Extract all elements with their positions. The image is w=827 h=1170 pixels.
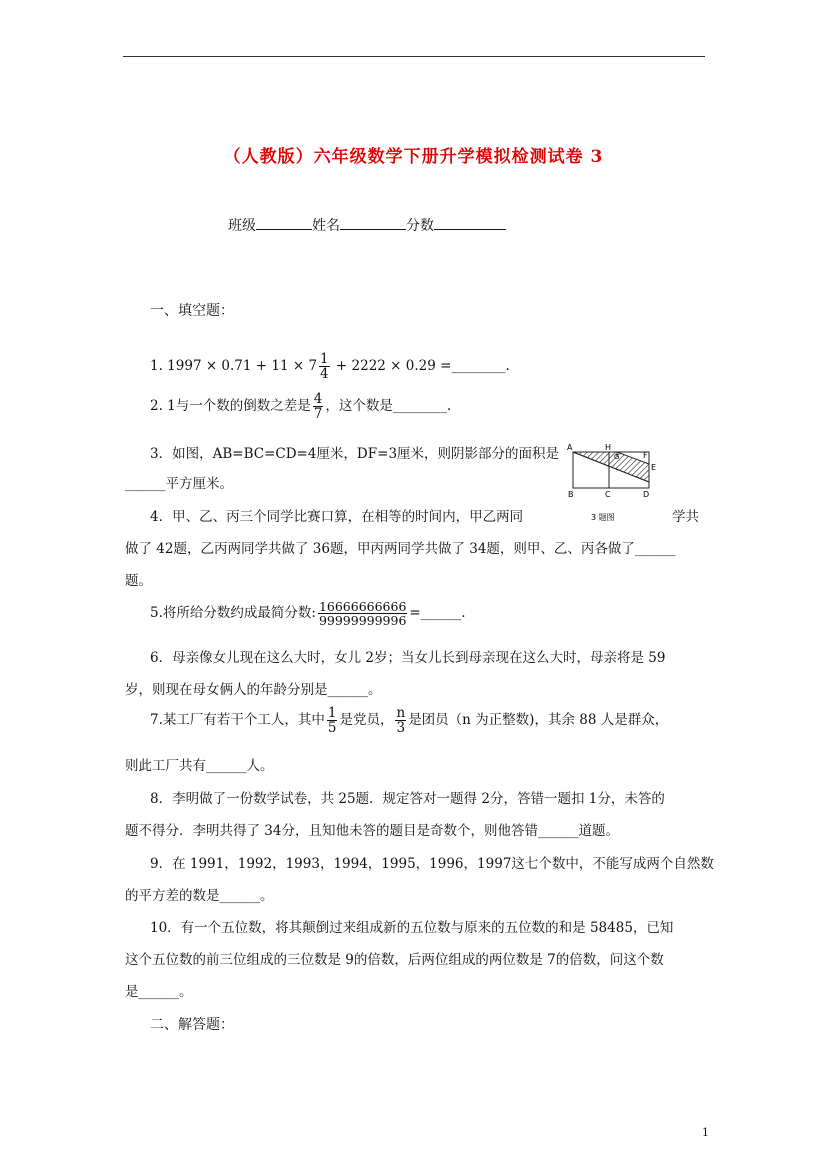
fig-label-b: B — [568, 490, 574, 499]
geometry-figure — [565, 440, 665, 525]
fig-label-a: A — [567, 443, 573, 452]
question-7-line-2: 则此工厂共有______人。 — [125, 758, 274, 774]
q7-fraction-1: $\frac{1}{5}$ — [327, 705, 337, 737]
q5-fraction: $\frac{16666666666}{99999999996}$ — [318, 599, 407, 629]
question-10-line-3: 是______。 — [125, 984, 193, 1000]
fig-label-d: D — [643, 490, 650, 499]
question-2: 2. 1与一个数的倒数之差是 $\frac{4}{7}$ ，这个数是________. — [150, 391, 452, 423]
question-10-line-2: 这个五位数的前三位组成的三位数是 9的倍数，后两位组成的两位数是 7的倍数，问这个数 — [125, 952, 664, 968]
fig-label-e: E — [651, 463, 657, 472]
question-6-line-2: 岁，则现在母女俩人的年龄分别是______。 — [125, 682, 382, 698]
question-4-line-2: 做了 42题，乙丙两同学共做了 36题，甲丙两同学共做了 34题，则甲、乙、丙各做了______ — [125, 541, 676, 557]
question-9-line-2: 的平方差的数是______。 — [125, 888, 274, 904]
question-4-line-1-end: 学共 — [672, 509, 699, 525]
q2-fraction: $\frac{4}{7}$ — [313, 391, 323, 423]
question-3-line-2: ______平方厘米。 — [125, 476, 233, 492]
question-1: 1. 1997 × 0.71 + 11 × 7 $\frac{1}{4}$ + 2222 × 0.29 =________. — [150, 351, 510, 383]
page-number: 1 — [702, 1126, 709, 1139]
question-8-line-2: 题不得分．李明共得了 34分，且知他未答的题目是奇数个，则他答错______道题。 — [125, 823, 619, 839]
question-9-line-1: 9．在 1991，1992，1993，1994，1995，1996，1997这七个数中，不能写成两个自然数 — [150, 856, 714, 872]
student-info-line — [228, 215, 506, 235]
fig-label-h: H — [605, 443, 612, 452]
question-7: 7.某工厂有若干个工人，其中 $\frac{1}{5}$ 是党员， $\frac{n}{3}$ 是团员（n 为正整数)，其余 88 人是群众， — [150, 705, 669, 737]
fig-label-g: G — [614, 453, 620, 461]
question-3-line-1: 3．如图，AB=BC=CD=4厘米，DF=3厘米，则阴影部分的面积是 — [150, 446, 560, 462]
q1-fraction: $\frac{1}{4}$ — [320, 351, 329, 383]
question-6-line-1: 6．母亲像女儿现在这么大时，女儿 2岁；当女儿长到母亲现在这么大时，母亲将是 59 — [150, 650, 666, 666]
question-8-line-1: 8．李明做了一份数学试卷，共 25题．规定答对一题得 2分，答错一题扣 1分，未答的 — [150, 791, 665, 807]
figure-caption: 3 题图 — [591, 513, 615, 522]
class-label: 班级 — [228, 218, 256, 234]
header-rule — [123, 56, 705, 57]
section-fill-heading: 一、填空题： — [150, 303, 234, 319]
score-label: 分数 — [406, 218, 434, 234]
question-10-line-1: 10．有一个五位数，将其颠倒过来组成新的五位数与原来的五位数的和是 58485，已知 — [150, 920, 674, 936]
page-title: （人教版）六年级数学下册升学模拟检测试卷 3 — [223, 147, 604, 167]
question-4-line-3: 题。 — [125, 573, 152, 589]
name-label: 姓名 — [312, 218, 340, 234]
question-4-line-1: 4．甲、乙、丙三个同学比赛口算，在相等的时间内，甲乙两同 — [150, 509, 524, 525]
fig-label-f: F — [643, 451, 648, 460]
question-5: 5.将所给分数约成最简分数: $\frac{16666666666}{99999999996}$ =______. — [150, 599, 466, 629]
section-answer-heading: 二、解答题： — [150, 1017, 234, 1033]
fig-label-c: C — [605, 490, 611, 499]
q7-fraction-2: $\frac{n}{3}$ — [396, 705, 406, 737]
